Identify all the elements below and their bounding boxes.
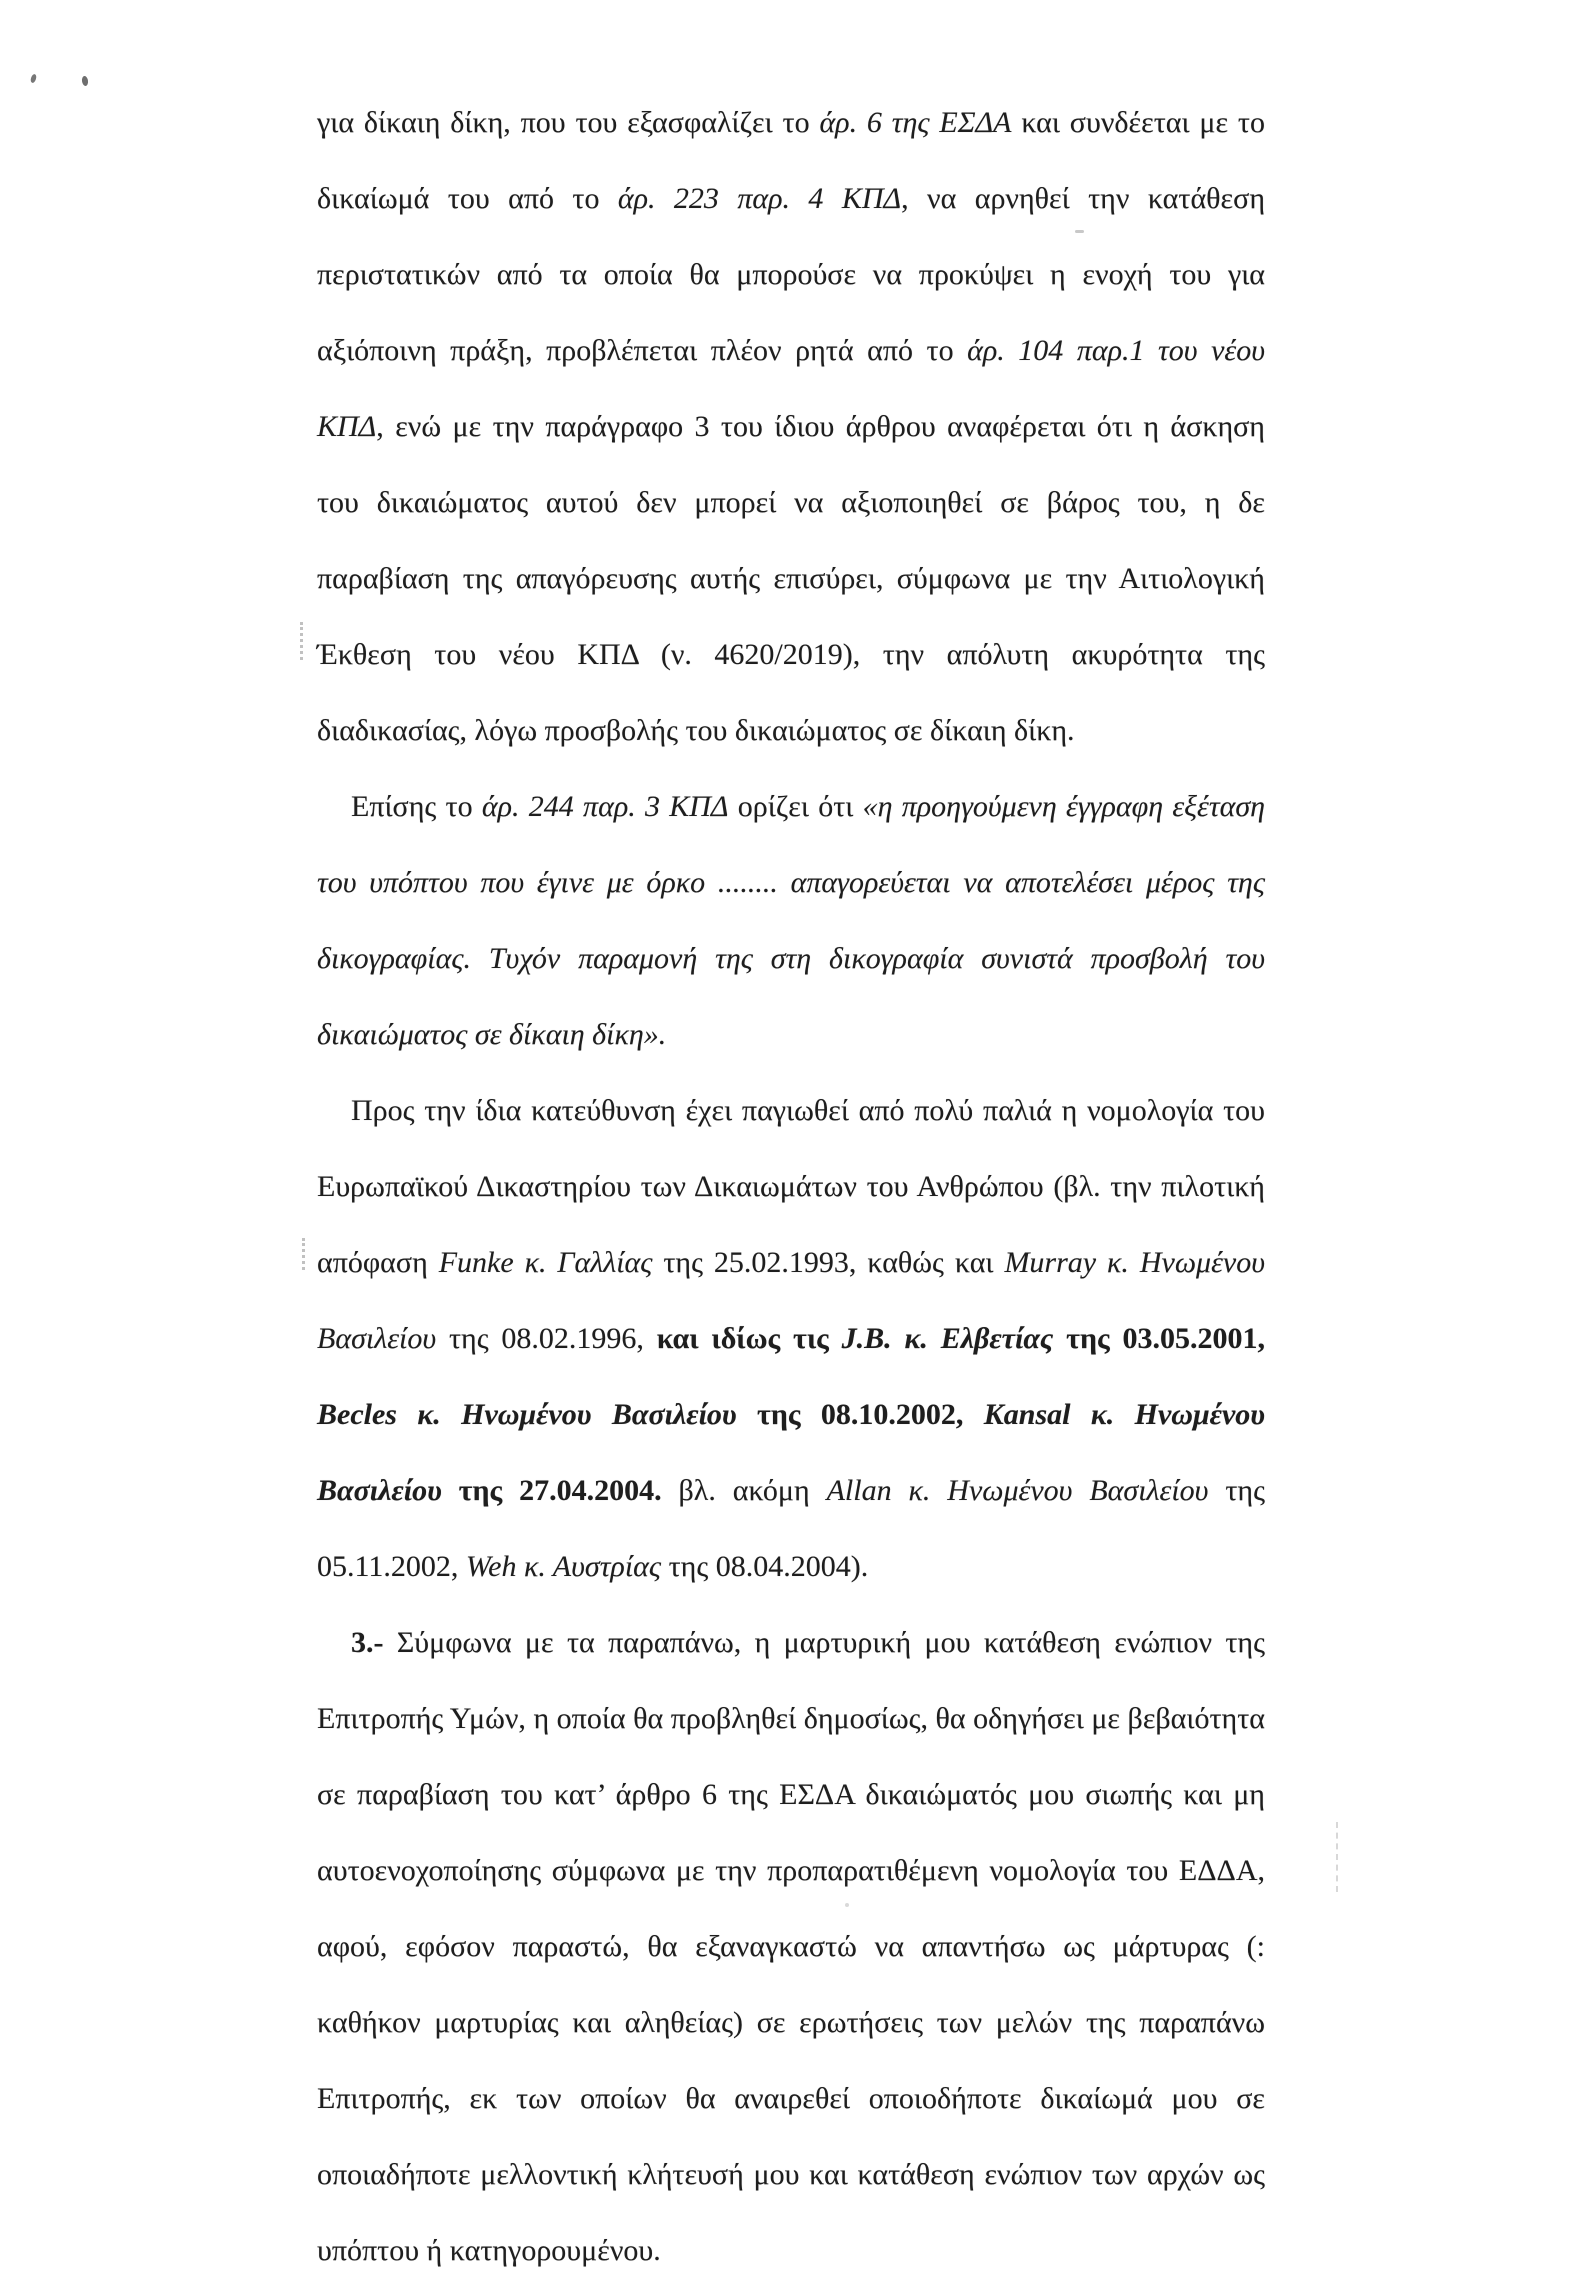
document-body	[317, 85, 1265, 2289]
text-run: Προς την ίδια κατεύθυνση έχει παγιωθεί από πολύ παλιά η νομολογία του Ευρωπαϊκού Δικαστηρίου των Δικαιωμάτων του Ανθρώπου (βλ. την πιλοτική απόφαση	[317, 1094, 1265, 1279]
text-run: άρ. 6 της ΕΣΔΑ	[819, 106, 1012, 139]
scan-artifact	[300, 622, 303, 660]
paragraph-section-3-conclusion	[317, 1605, 1265, 2289]
text-run: , ενώ με την παράγραφο 3 του ίδιου άρθρου αναφέρεται ότι η άσκηση του δικαιώματος αυτού δεν μπορεί να αξιοποιηθεί σε βάρος του, η δε παραβίαση της απαγόρευσης αυτής επισύρει, σύμφωνα με την Αιτιολογική Έκθεση του νέου ΚΠΔ (ν. 4620/2019), την απόλυτη ακυρότητα της διαδικασίας, λόγω προσβολής του δικαιώματος σε δίκαιη δίκη.	[317, 410, 1265, 747]
text-run: της 03.05.2001,	[1053, 1322, 1265, 1355]
ink-speck	[81, 76, 88, 87]
text-run: Kansal κ. Ηνωμένου Βασιλείου	[317, 1398, 1265, 1507]
text-run: , να αρνηθεί την κατάθεση περιστατικών από τα οποία θα μπορούσε να προκύψει η ενοχή του για αξιόποινη πράξη, προβλέπεται πλέον ρητά από το	[317, 182, 1266, 367]
text-run: της 27.04.2004.	[441, 1474, 662, 1507]
ink-speck	[30, 73, 38, 83]
text-run: και συνδέεται με το δικαίωμά του από το	[317, 106, 1265, 215]
text-run: βλ. ακόμη	[661, 1474, 827, 1507]
text-run: της 08.04.2004).	[661, 1550, 869, 1583]
text-run: άρ. 244 παρ. 3 ΚΠΔ	[481, 790, 729, 823]
paragraph-article-244	[317, 769, 1265, 1073]
text-run: Becles κ. Ηνωμένου Βασιλείου	[317, 1398, 737, 1431]
text-run: για δίκαιη δίκη, που του εξασφαλίζει το	[317, 106, 820, 139]
paragraph-fair-trial-right	[317, 85, 1265, 769]
text-run: της 25.02.1993, καθώς και	[652, 1246, 1005, 1279]
text-run: 3.-	[351, 1626, 384, 1659]
text-run: Σύμφωνα με τα παραπάνω, η μαρτυρική μου κατάθεση ενώπιον της Επιτροπής Υμών, η οποία θα προβληθεί δημοσίως, θα οδηγήσει με βεβαιότητα σε παραβίαση του κατ’ άρθρο 6 της ΕΣΔΑ δικαιώματός μου σιωπής και μη αυτοενοχοποίησης σύμφωνα με την προπαρατιθέμενη νομολογία του ΕΔΔΑ, αφού, εφόσον παραστώ, θα εξαναγκαστώ να απαντήσω ως μάρτυρας (: καθήκον μαρτυρίας και αληθείας) σε ερωτήσεις των μελών της παραπάνω Επιτροπής, εκ των οποίων θα αναιρεθεί οποιοδήποτε δικαίωμά μου σε οποιαδήποτε μελλοντική κλήτευσή μου και κατάθεση ενώπιον των αρχών ως υπόπτου ή κατηγορουμένου.	[317, 1626, 1265, 2267]
text-run: Murray κ. Ηνωμένου Βασιλείου	[317, 1246, 1265, 1355]
text-run: άρ. 104 παρ.1 του νέου ΚΠΔ	[317, 334, 1265, 443]
text-run: Weh κ. Αυστρίας	[465, 1550, 662, 1583]
text-run: της 08.10.2002,	[736, 1398, 984, 1431]
text-run: Allan κ. Ηνωμένου Βασιλείου	[826, 1474, 1209, 1507]
scan-artifact	[302, 1238, 305, 1270]
paragraph-ecthr-case-law	[317, 1073, 1265, 1605]
text-run: «η προηγούμενη έγγραφη εξέταση του υπόπτου που έγινε με όρκο ........ απαγορεύεται να αποτελέσει μέρος της δικογραφίας. Τυχόν παραμονή της στη δικογραφία συνιστά προσβολή του δικαιώματος σε δίκαιη δίκη».	[317, 790, 1266, 1051]
text-run: της 05.11.2002,	[317, 1474, 1265, 1583]
text-run: Επίσης το	[351, 790, 482, 823]
text-run: J.B. κ. Ελβετίας	[841, 1322, 1054, 1355]
text-run: άρ. 223 παρ. 4 ΚΠΔ	[617, 182, 902, 215]
text-run: Funke κ. Γαλλίας	[438, 1246, 653, 1279]
text-run: της 08.02.1996,	[436, 1322, 657, 1355]
text-run: ορίζει ότι	[728, 790, 863, 823]
text-run: και ιδίως τις	[656, 1322, 842, 1355]
scan-artifact	[1336, 1822, 1338, 1892]
